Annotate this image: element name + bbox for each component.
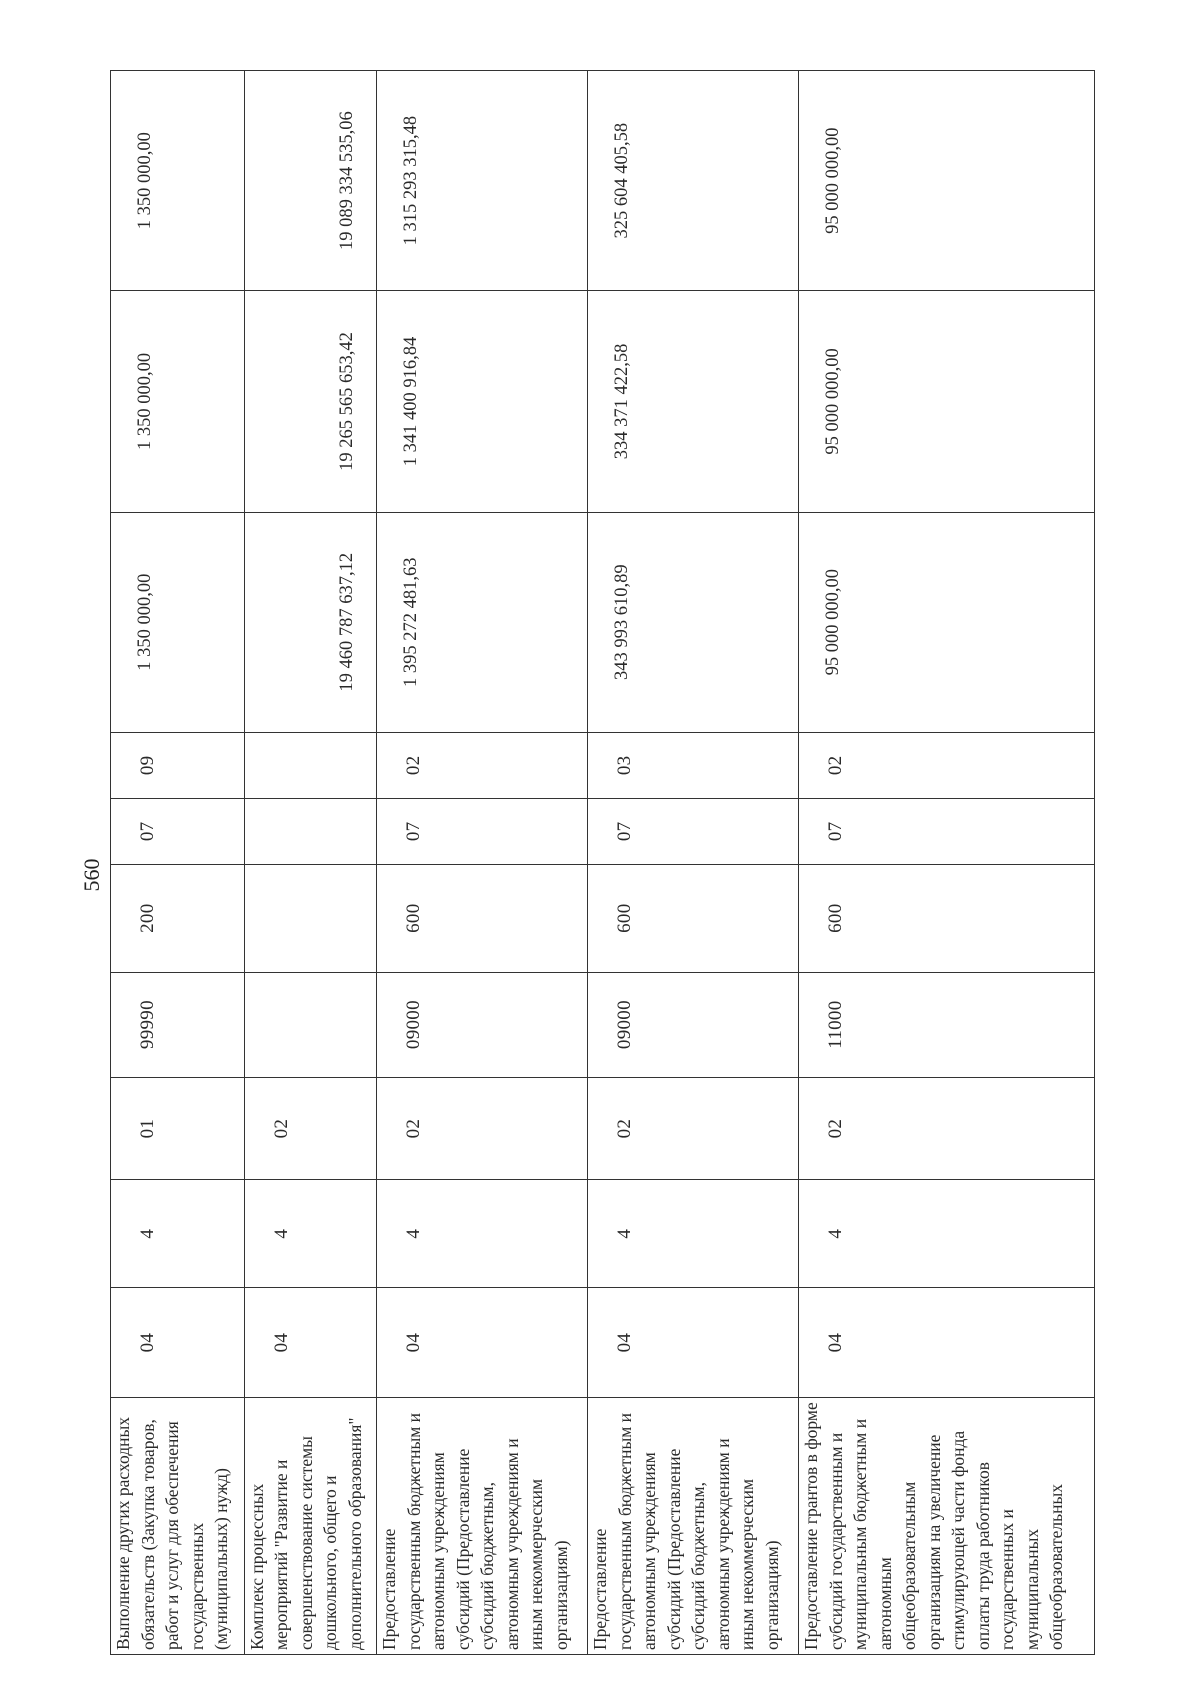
code-cell: 02 [377, 1077, 588, 1180]
code-cell: 4 [377, 1180, 588, 1288]
code-cell: 02 [377, 732, 588, 798]
amount-cell: 19 460 787 637,12 [244, 512, 376, 732]
code-cell: 02 [799, 1077, 1095, 1180]
code-cell: 04 [799, 1288, 1095, 1398]
table-row [244, 71, 376, 1655]
table-row [588, 71, 799, 1655]
code-cell: 04 [111, 1288, 245, 1398]
amount-cell: 1 350 000,00 [111, 512, 245, 732]
code-cell [244, 864, 376, 972]
code-cell: 4 [588, 1180, 799, 1288]
code-cell: 07 [799, 798, 1095, 864]
amount-cell: 95 000 000,00 [799, 71, 1095, 291]
row-description: Выполнение других расходных обязательств (Закупка товаров, работ и услуг для обеспечения государственных (муниципальных) нужд) [111, 1398, 245, 1655]
row-description: Предоставление государственным бюджетным и автономным учреждениям субсидий (Предоставление субсидий бюджетным, автономным учреждениям и иным некоммерческим организациям) [588, 1398, 799, 1655]
amount-cell: 334 371 422,58 [588, 291, 799, 512]
row-description: Предоставление государственным бюджетным и автономным учреждениям субсидий (Предоставление субсидий бюджетным, автономным учреждениям и иным некоммерческим организациям) [377, 1398, 588, 1655]
budget-table-rotated [110, 70, 1095, 1655]
row-description: Комплекс процессных мероприятий "Развитие и совершенствование системы дошкольного, общего и дополнительного образования" [244, 1398, 376, 1655]
amount-cell: 95 000 000,00 [799, 291, 1095, 512]
code-cell: 01 [111, 1077, 245, 1180]
amount-cell: 95 000 000,00 [799, 512, 1095, 732]
amount-cell: 1 395 272 481,63 [377, 512, 588, 732]
code-cell: 11000 [799, 972, 1095, 1077]
amount-cell: 19 089 334 535,06 [244, 71, 376, 291]
code-cell: 600 [377, 864, 588, 972]
page-number: 560 [79, 858, 104, 892]
table-row [799, 71, 1095, 1655]
code-cell: 4 [244, 1180, 376, 1288]
code-cell: 99990 [111, 972, 245, 1077]
amount-cell: 343 993 610,89 [588, 512, 799, 732]
table-row [111, 71, 245, 1655]
code-cell: 07 [588, 798, 799, 864]
code-cell [244, 798, 376, 864]
code-cell: 04 [377, 1288, 588, 1398]
code-cell: 07 [377, 798, 588, 864]
row-description: Предоставление грантов в форме субсидий государственным и муниципальным бюджетным и автономным общеобразовательным организациям на увеличение стимулирующей части фонда оплаты труда работников государственных и муниципальных общеобразовательных [799, 1398, 1095, 1655]
code-cell: 03 [588, 732, 799, 798]
amount-cell: 325 604 405,58 [588, 71, 799, 291]
amount-cell: 1 350 000,00 [111, 71, 245, 291]
code-cell: 200 [111, 864, 245, 972]
code-cell: 4 [111, 1180, 245, 1288]
code-cell: 09000 [588, 972, 799, 1077]
amount-cell: 1 315 293 315,48 [377, 71, 588, 291]
code-cell [244, 972, 376, 1077]
table-row [377, 71, 588, 1655]
amount-cell: 1 341 400 916,84 [377, 291, 588, 512]
code-cell: 02 [588, 1077, 799, 1180]
amount-cell: 1 350 000,00 [111, 291, 245, 512]
code-cell: 02 [244, 1077, 376, 1180]
code-cell: 02 [799, 732, 1095, 798]
code-cell: 04 [588, 1288, 799, 1398]
code-cell: 09000 [377, 972, 588, 1077]
code-cell: 09 [111, 732, 245, 798]
code-cell: 04 [244, 1288, 376, 1398]
code-cell [244, 732, 376, 798]
budget-table [110, 70, 1095, 1655]
code-cell: 600 [799, 864, 1095, 972]
code-cell: 07 [111, 798, 245, 864]
code-cell: 4 [799, 1180, 1095, 1288]
amount-cell: 19 265 565 653,42 [244, 291, 376, 512]
code-cell: 600 [588, 864, 799, 972]
